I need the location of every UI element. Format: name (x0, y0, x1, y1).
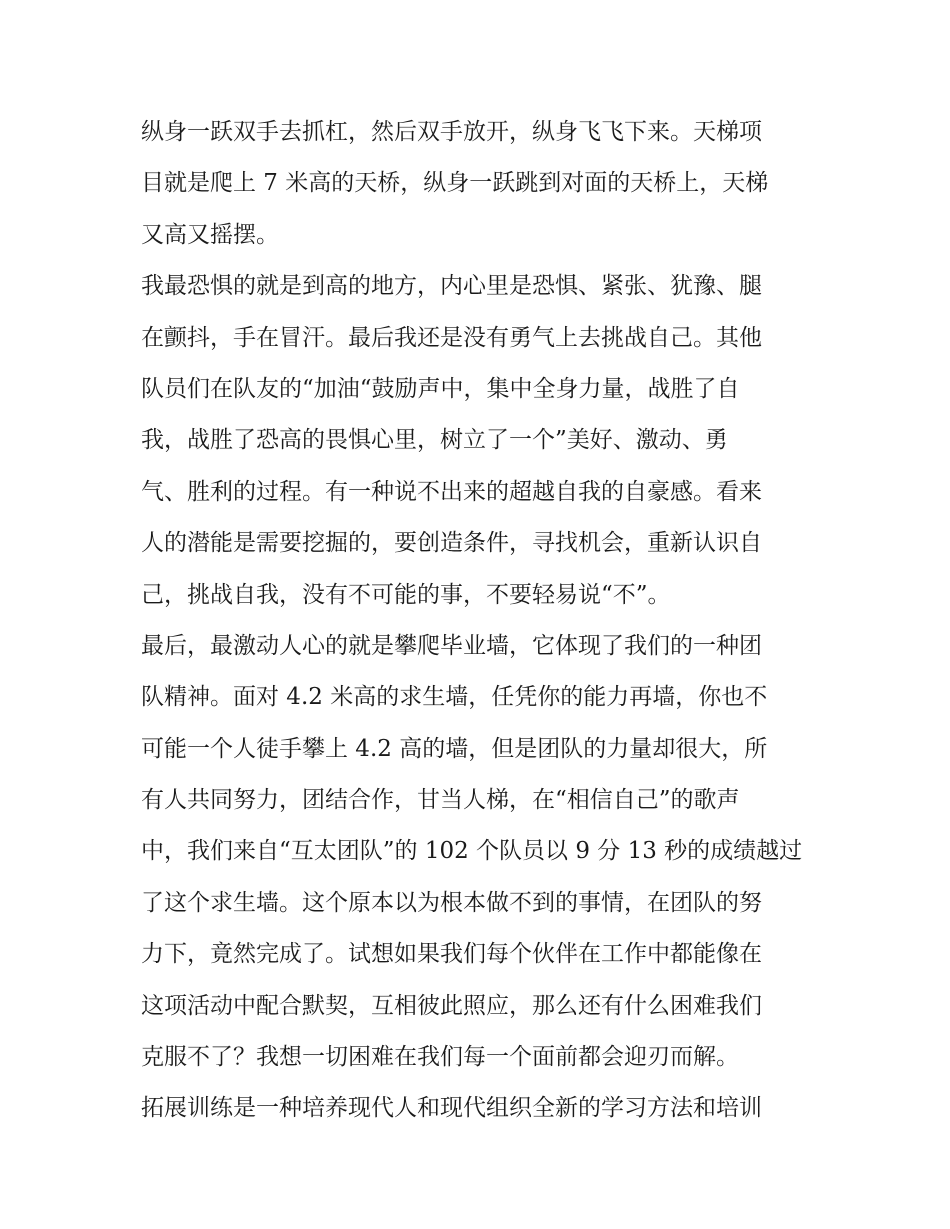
text-line: 己，挑战自我，没有不可能的事，不要轻易说“不”。 (141, 581, 671, 608)
text-line: 有人共同努力，团结合作，甘当人梯，在“相信自己”的歌声 (141, 787, 740, 814)
text-line: 最后，最激动人心的就是攀爬毕业墙，它体现了我们的一种团 (141, 632, 762, 659)
text-line: 纵身一跃双手去抓杠，然后双手放开，纵身飞飞下来。天梯项 (141, 119, 762, 145)
text-line: 拓展训练是一种培养现代人和现代组织全新的学习方法和培训 (141, 1095, 762, 1122)
text-line: 目就是爬上 7 米高的天桥，纵身一跃跳到对面的天桥上，天梯 (141, 170, 769, 197)
text-line: 我最恐惧的就是到高的地方，内心里是恐惧、紧张、犹豫、腿 (141, 273, 762, 300)
text-line: 又高又摇摆。 (141, 221, 279, 248)
text-line: 克服不了？我想一切困难在我们每一个面前都会迎刃而解。 (141, 1044, 739, 1071)
text-line: 气、胜利的过程。有一种说不出来的超越自我的自豪感。看来 (141, 478, 762, 505)
text-line: 队精神。面对 4.2 米高的求生墙，任凭你的能力再墙，你也不 (141, 684, 768, 711)
body-text (141, 107, 821, 1135)
text-line: 中，我们来自“互太团队”的 102 个队员以 9 分 13 秒的成绩越过 (141, 838, 803, 865)
text-line: 队员们在队友的“加油“鼓励声中，集中全身力量，战胜了自 (141, 375, 740, 402)
text-line: 可能一个人徒手攀上 4.2 高的墙，但是团队的力量却很大，所 (141, 735, 768, 762)
text-line: 人的潜能是需要挖掘的，要创造条件，寻找机会，重新认识自 (141, 530, 762, 557)
text-line: 了这个求生墙。这个原本以为根本做不到的事情，在团队的努 (141, 889, 762, 916)
text-line: 这项活动中配合默契，互相彼此照应，那么还有什么困难我们 (141, 992, 762, 1019)
text-line: 力下，竟然完成了。试想如果我们每个伙伴在工作中都能像在 (141, 941, 762, 968)
text-line: 我，战胜了恐高的畏惧心里，树立了一个”美好、激动、勇 (141, 427, 728, 454)
text-line: 在颤抖，手在冒汗。最后我还是没有勇气上去挑战自己。其他 (141, 324, 762, 351)
